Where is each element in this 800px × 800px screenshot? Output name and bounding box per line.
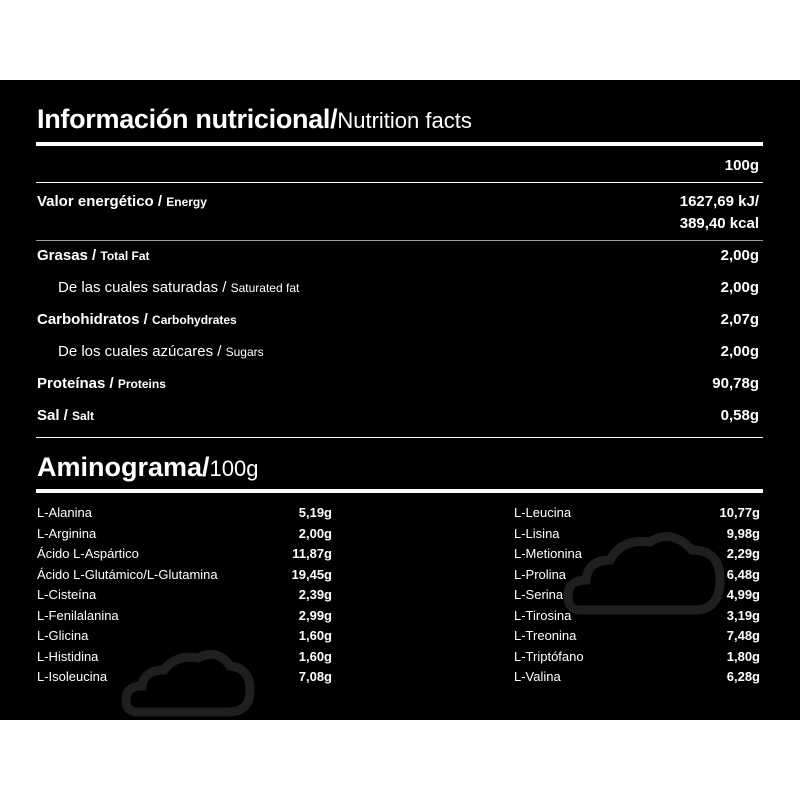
list-item (514, 503, 760, 524)
amino-name: L-Serina (514, 587, 564, 602)
amino-name: Ácido L-Aspártico (37, 546, 139, 561)
header-divider (36, 182, 763, 183)
amino-name: L-Alanina (37, 505, 92, 520)
amino-value: 2,00g (298, 525, 332, 541)
list-item (514, 544, 760, 565)
list-item (37, 503, 332, 524)
row-label-es: Valor energético (37, 193, 154, 210)
row-value: 2,00g (720, 279, 759, 296)
list-item (514, 565, 760, 586)
list-item (514, 647, 760, 668)
amino-value: 2,29g (726, 546, 760, 561)
amino-value: 19,45g (291, 566, 332, 582)
amino-value: 7,48g (726, 628, 760, 643)
amino-value: 1,60g (298, 628, 332, 643)
nutrition-title-en: Nutrition facts (337, 108, 472, 133)
amino-name: L-Valina (514, 669, 561, 684)
amino-value: 4,99g (726, 587, 760, 602)
aminogram-title-main: Aminograma/ (37, 452, 210, 482)
nutrition-title (37, 106, 472, 133)
row-label-en: Total Fat (100, 249, 150, 263)
amino-name: L-Triptófano (514, 648, 584, 664)
amino-value: 2,39g (298, 587, 332, 602)
amino-value: 1,80g (726, 648, 760, 664)
row-value-secondary: 389,40 kcal (679, 215, 759, 232)
row-label-es: Grasas (37, 247, 88, 264)
row-label-en: Carbohydrates (152, 313, 237, 327)
amino-name: L-Cisteína (37, 587, 97, 602)
amino-name: L-Prolina (514, 566, 567, 582)
amino-value: 11,87g (292, 546, 332, 561)
amino-value: 5,19g (298, 505, 332, 520)
list-item (514, 606, 760, 627)
row-label-es: De los cuales azúcares (58, 343, 214, 360)
amino-value: 9,98g (726, 525, 760, 541)
row-label-es: De las cuales saturadas (58, 279, 219, 296)
list-item (37, 585, 332, 606)
list-item (37, 544, 332, 565)
row-label-en: Sugars (225, 345, 264, 359)
row-label-en: Energy (166, 195, 207, 209)
row-value: 90,78g (712, 375, 759, 392)
amino-value: 6,48g (726, 566, 760, 582)
row-value: 0,58g (720, 407, 759, 424)
aminogram-right-list (514, 503, 760, 688)
amino-name: L-Glicina (37, 628, 89, 643)
amino-name: L-Arginina (37, 525, 97, 541)
amino-name: L-Lisina (514, 525, 560, 541)
list-item (37, 565, 332, 586)
title-divider (36, 142, 763, 146)
list-item (514, 524, 760, 545)
row-label-en: Salt (72, 409, 95, 423)
row-value: 2,00g (720, 247, 759, 264)
aminogram-title (37, 454, 259, 481)
amino-name: Ácido L-Glutámico/L-Glutamina (37, 566, 218, 582)
column-header: 100g (724, 157, 759, 174)
nutrition-bottom-divider (36, 437, 763, 438)
amino-value: 1,60g (298, 648, 332, 664)
aminogram-divider (36, 489, 763, 493)
amino-value: 3,19g (726, 607, 760, 623)
aminogram-title-sub: 100g (209, 456, 259, 481)
amino-name: L-Tirosina (514, 607, 572, 623)
row-value: 2,07g (720, 311, 759, 328)
list-item (37, 606, 332, 627)
list-item (37, 524, 332, 545)
amino-value: 6,28g (726, 669, 760, 684)
amino-value: 7,08g (298, 669, 332, 684)
row-label-es: Proteínas (37, 375, 106, 392)
aminogram-left-list (37, 503, 332, 688)
list-item (37, 626, 332, 647)
list-item (37, 647, 332, 668)
amino-value: 2,99g (298, 607, 332, 623)
amino-name: L-Fenilalanina (37, 607, 119, 623)
list-item (514, 585, 760, 606)
row-label-en: Saturated fat (230, 281, 300, 295)
row-label-es: Carbohidratos (37, 311, 140, 328)
amino-name: L-Metionina (514, 546, 582, 561)
amino-name: L-Treonina (514, 628, 577, 643)
list-item (514, 667, 760, 688)
row-value: 1627,69 kJ/ (679, 193, 759, 210)
list-item (37, 667, 332, 688)
amino-value: 10,77g (719, 505, 760, 520)
amino-name: L-Isoleucina (37, 669, 108, 684)
row-label-es: Sal (37, 407, 60, 424)
nutrition-panel: Información nutricional/Nutrition facts 100g Valor energético / Energy 1627,69 kJ/ 389,40 kcal Grasas / Total Fat 2,00g De las cuales saturadas / Saturated fat 2,00g Carbohidratos / Carbohydrates 2,07g De los cuales azúcares / Sugars 2,00g Proteínas / Proteins 90,78g Sal / Salt 0,58g Aminograma/100g L-Alanina 5,19g L-Arginina 2,00g Ácido L-Aspártico 11,87g Ácido L-Glutámico/L-Glutamina 19,45g L-Cisteína 2,39g L-Fenilalanina 2,99g L-Glicina 1,60g L-Histidina 1,60g L-Isoleucina 7,08g L-Leucina 10,77g L-Lisina 9,98g L-Metionina 2,29g L-Prolina 6,48g L-Serina 4,99g L-Tirosina 3,19g L-Treonina 7,48g L-Triptófano 1,80g L-Valina 6,28g (0, 80, 800, 720)
nutrition-title-es: Información nutricional/ (37, 104, 338, 134)
row-label-en: Proteins (117, 377, 166, 391)
amino-name: L-Histidina (37, 648, 99, 664)
list-item (514, 626, 760, 647)
energy-divider (36, 240, 763, 241)
amino-name: L-Leucina (514, 505, 572, 520)
row-value: 2,00g (720, 343, 759, 360)
